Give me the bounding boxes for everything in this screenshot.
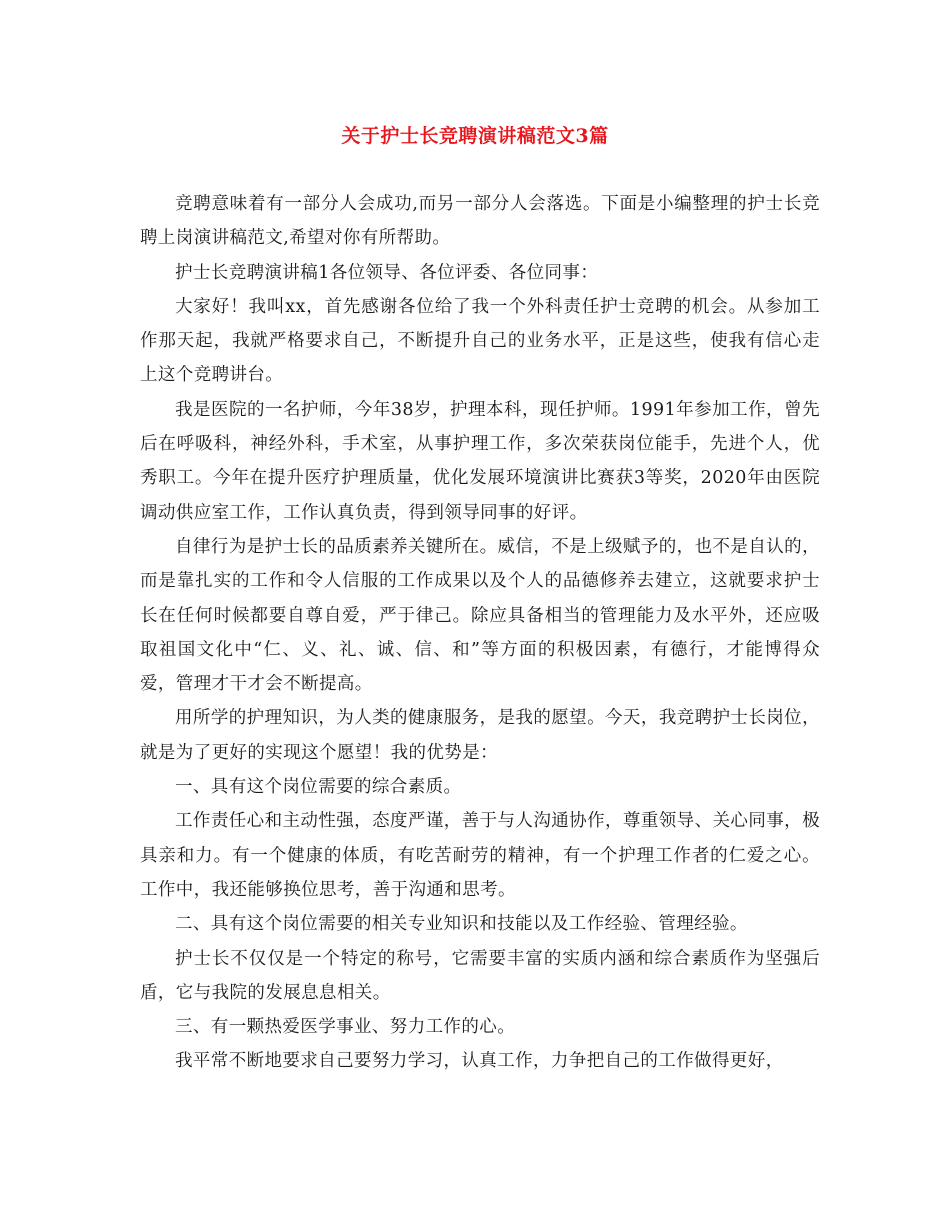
paragraph-role: 护士长不仅仅是一个特定的称号，它需要丰富的实质内涵和综合素质作为坚强后盾，它与我院的发展息息相关。 bbox=[140, 948, 820, 1003]
paragraph-qualities: 工作责任心和主动性强，态度严谨，善于与人沟通协作，尊重领导、关心同事，极具亲和力。有一个健康的体质，有吃苦耐劳的精神，有一个护理工作者的仁爱之心。工作中，我还能够换位思考，善于沟通和思考。 bbox=[140, 811, 820, 900]
paragraph-background: 我是医院的一名护师，今年38岁，护理本科，现任护师。1991年参加工作，曾先后在呼吸科，神经外科，手术室，从事护理工作，多次荣获岗位能手，先进个人，优秀职工。今年在提升医疗护理质量，优化发展环境演讲比赛获3等奖，2020年由医院调动供应室工作，工作认真负责，得到领导同事的好评。 bbox=[140, 399, 820, 523]
paragraph-self-discipline: 自律行为是护士长的品质素养关键所在。威信，不是上级赋予的，也不是自认的，而是靠扎实的工作和令人信服的工作成果以及个人的品德修养去建立，这就要求护士长在任何时候都要自尊自爱，严于律己。除应具备相当的管理能力及水平外，还应吸取祖国文化中“仁、义、礼、诚、信、和”等方面的积极因素，有德行，才能博得众爱，管理才干才会不断提高。 bbox=[140, 536, 820, 695]
paragraph-heading-one: 一、具有这个岗位需要的综合素质。 bbox=[175, 777, 462, 798]
document-body bbox=[140, 187, 820, 1079]
document-title: 关于护士长竞聘演讲稿范文3篇 bbox=[341, 125, 609, 147]
paragraph-salutation: 护士长竞聘演讲稿1各位领导、各位评委、各位同事： bbox=[175, 262, 599, 283]
paragraph-heading-two: 二、具有这个岗位需要的相关专业知识和技能以及工作经验、管理经验。 bbox=[175, 914, 748, 935]
paragraph-commitment: 我平常不断地要求自己要努力学习，认真工作，力争把自己的工作做得更好， bbox=[175, 1051, 784, 1072]
paragraph-greeting: 大家好！我叫xx，首先感谢各位给了我一个外科责任护士竞聘的机会。从参加工作那天起，我就严格要求自己，不断提升自己的业务水平，正是这些，使我有信心走上这个竞聘讲台。 bbox=[140, 296, 820, 386]
paragraph-intro: 竞聘意味着有一部分人会成功,而另一部分人会落选。下面是小编整理的护士长竞聘上岗演讲稿范文,希望对你有所帮助。 bbox=[140, 194, 820, 249]
paragraph-heading-three: 三、有一颗热爱医学事业、努力工作的心。 bbox=[175, 1017, 516, 1038]
paragraph-aspiration: 用所学的护理知识，为人类的健康服务，是我的愿望。今天，我竞聘护士长岗位，就是为了更好的实现这个愿望！我的优势是： bbox=[140, 708, 820, 763]
